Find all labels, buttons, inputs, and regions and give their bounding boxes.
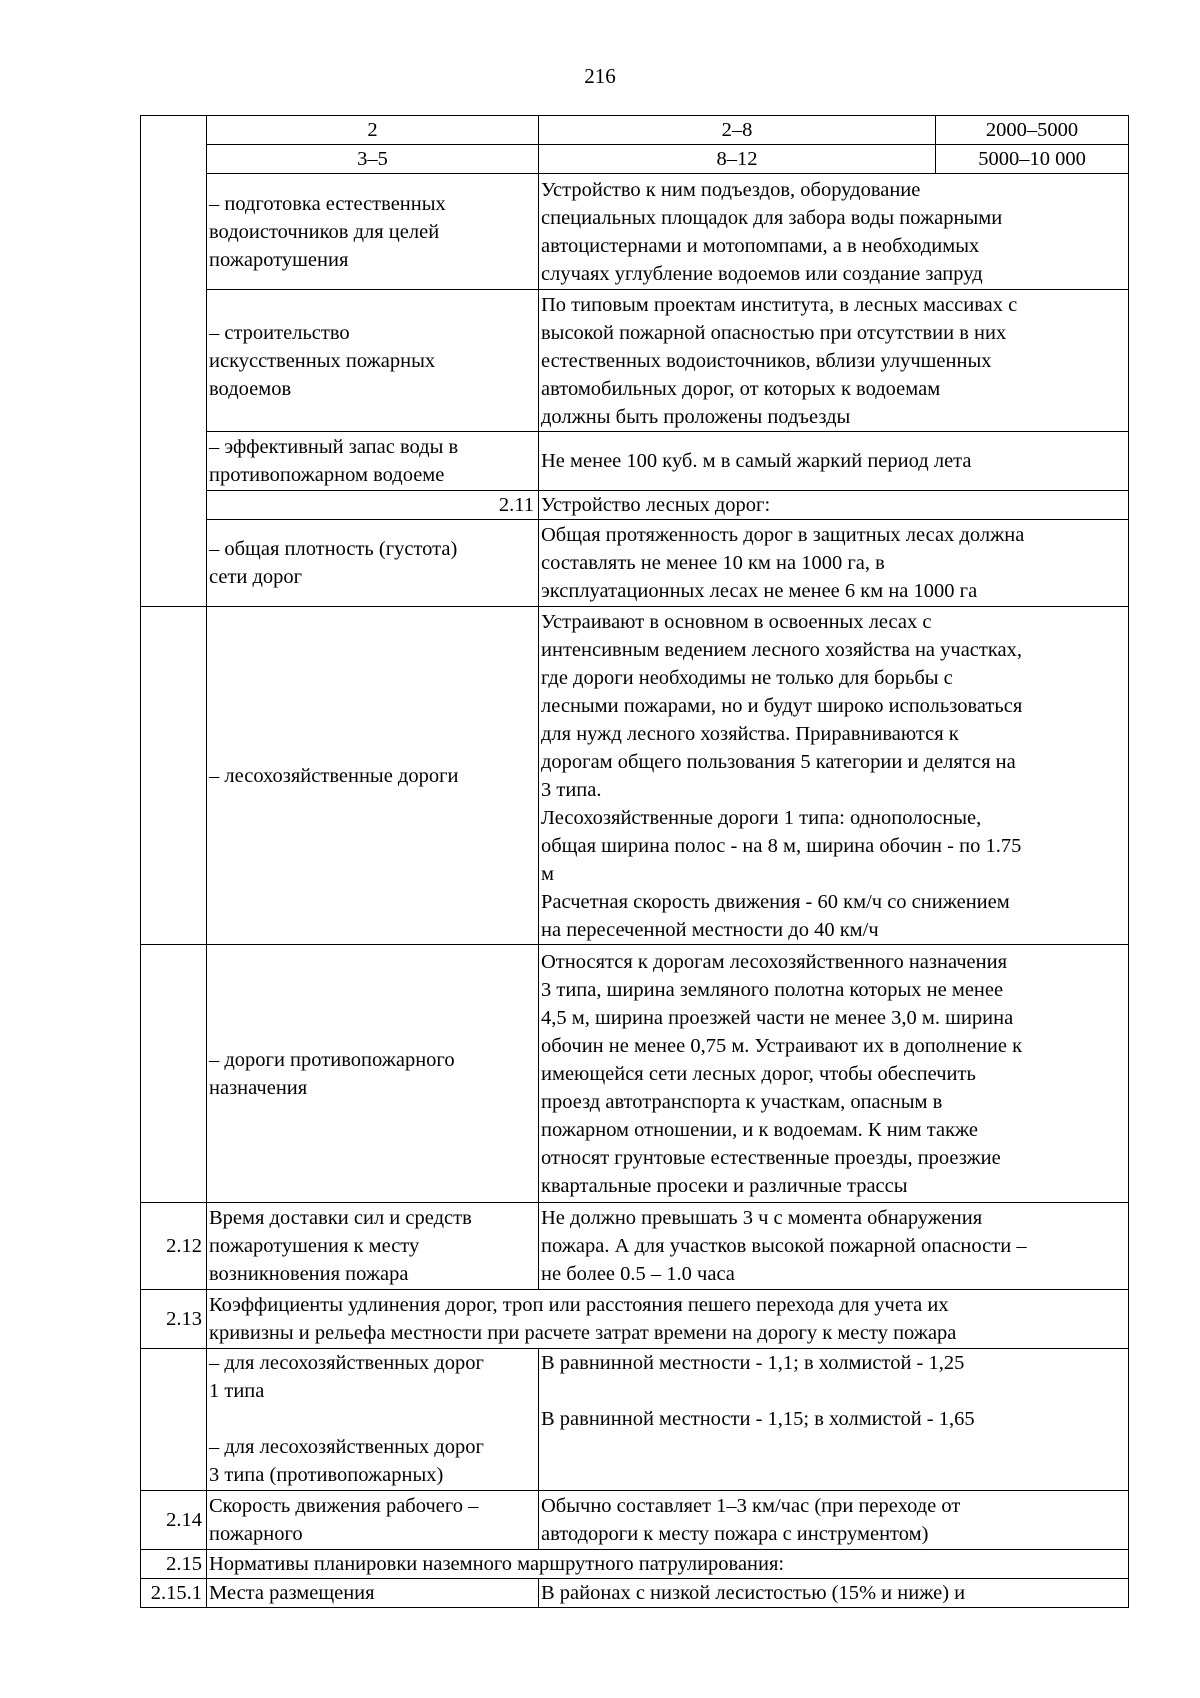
header-cell: 2–8 — [539, 116, 936, 145]
value-cell: Не менее 100 куб. м в самый жаркий период лета — [539, 432, 1129, 491]
section-heading: Устройство лесных дорог: — [539, 491, 1129, 520]
parameter-cell: – для лесохозяйственных дорог 1 типа – для лесохозяйственных дорог 3 типа (противопожарных) — [207, 1349, 539, 1491]
row-number-cell: 2.12 — [141, 1203, 207, 1290]
section-heading: Нормативы планировки наземного маршрутного патрулирования: — [207, 1550, 1129, 1579]
row-number-cell: 2.14 — [141, 1491, 207, 1550]
row-number-cell — [141, 607, 207, 945]
value-cell: В районах с низкой лесистостью (15% и ниже) и — [539, 1579, 1129, 1608]
value-cell: Устраивают в основном в освоенных лесах с интенсивным ведением лесного хозяйства на участках, где дороги необходимы не только для борьбы с лесными пожарами, но и будут широко использоваться для нужд лесного хозяйства. Приравниваются к дорогам общего пользования 5 категории и делятся на 3 типа. Лесохозяйственные дороги 1 типа: однополосные, общая ширина полос - на 8 м, ширина обочин - по 1.75 м Расчетная скорость движения - 60 км/ч со снижением на пересеченной местности до 40 км/ч — [539, 607, 1129, 945]
parameter-cell: – эффективный запас воды в противопожарном водоеме — [207, 432, 539, 491]
row-number-cell — [141, 116, 207, 607]
parameter-cell: Места размещения — [207, 1579, 539, 1608]
row-number-cell: 2.15 — [141, 1550, 207, 1579]
page-number: 216 — [584, 64, 616, 88]
value-cell: Устройство к ним подъездов, оборудование специальных площадок для забора воды пожарными автоцистернами и мотопомпами, а в необходимых случаях углубление водоемов или создание запруд — [539, 174, 1129, 290]
header-cell: 8–12 — [539, 145, 936, 174]
parameter-cell: – лесохозяйственные дороги — [207, 607, 539, 945]
row-number-cell: 2.15.1 — [141, 1579, 207, 1608]
header-cell: 3–5 — [207, 145, 539, 174]
parameter-cell: Скорость движения рабочего – пожарного — [207, 1491, 539, 1550]
header-cell: 5000–10 000 — [936, 145, 1129, 174]
parameter-cell: – подготовка естественных водоисточников для целей пожаротушения — [207, 174, 539, 290]
section-heading: Коэффициенты удлинения дорог, троп или расстояния пешего перехода для учета их кривизны и рельефа местности при расчете затрат времени на дорогу к месту пожара — [207, 1290, 1129, 1349]
row-number-cell — [141, 1349, 207, 1491]
row-number-cell: 2.13 — [141, 1290, 207, 1349]
value-cell: Относятся к дорогам лесохозяйственного назначения 3 типа, ширина земляного полотна которых не менее 4,5 м, ширина проезжей части не менее 3,0 м. ширина обочин не менее 0,75 м. Устраивают их в дополнение к имеющейся сети лесных дорог, чтобы обеспечить проезд автотранспорта к участкам, опасным в пожарном отношении, и к водоемам. К ним также относят грунтовые естественные проезды, проезжие квартальные просеки и различные трассы — [539, 945, 1129, 1203]
parameter-cell: Время доставки сил и средств пожаротушения к месту возникновения пожара — [207, 1203, 539, 1290]
value-cell: Общая протяженность дорог в защитных лесах должна составлять не менее 10 км на 1000 га, в эксплуатационных лесах не менее 6 км на 1000 га — [539, 520, 1129, 607]
value-cell: Обычно составляет 1–3 км/час (при переходе от автодороги к месту пожара с инструментом) — [539, 1491, 1129, 1550]
row-number-cell: 2.11 — [207, 491, 539, 520]
value-cell: В равнинной местности - 1,1; в холмистой - 1,25 В равнинной местности - 1,15; в холмистой - 1,65 — [539, 1349, 1129, 1491]
header-cell: 2000–5000 — [936, 116, 1129, 145]
parameter-cell: – дороги противопожарного назначения — [207, 945, 539, 1203]
norms-table — [140, 115, 1129, 1608]
value-cell: По типовым проектам института, в лесных массивах с высокой пожарной опасностью при отсутствии в них естественных водоисточников, вблизи улучшенных автомобильных дорог, от которых к водоемам должны быть проложены подъезды — [539, 290, 1129, 432]
parameter-cell: – строительство искусственных пожарных водоемов — [207, 290, 539, 432]
header-cell: 2 — [207, 116, 539, 145]
parameter-cell: – общая плотность (густота) сети дорог — [207, 520, 539, 607]
row-number-cell — [141, 945, 207, 1203]
value-cell: Не должно превышать 3 ч с момента обнаружения пожара. А для участков высокой пожарной опасности – не более 0.5 – 1.0 часа — [539, 1203, 1129, 1290]
